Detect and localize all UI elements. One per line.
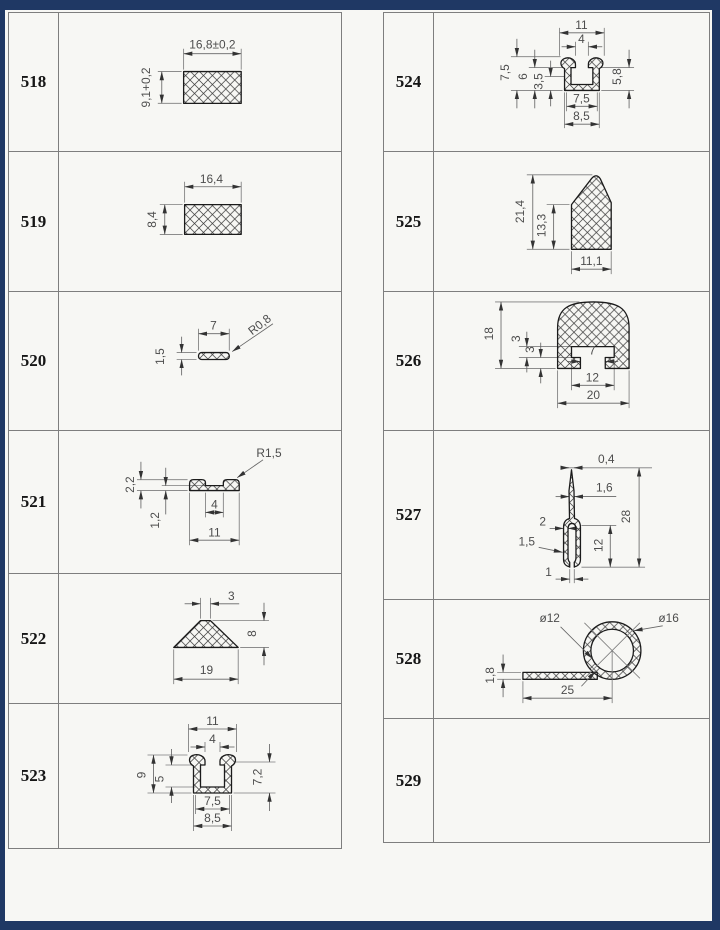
- part-number-cell: [9, 152, 59, 291]
- profile-drawing-526: [434, 292, 709, 430]
- dim-opening-width: 4: [578, 31, 585, 46]
- dim-inner-depth: 5: [152, 775, 167, 783]
- profile-drawing-520: [59, 292, 341, 430]
- profile-drawing-525: [434, 152, 709, 291]
- dim-lower-slot-depth: 3: [522, 346, 537, 353]
- drawing-522-svg: [59, 574, 341, 703]
- profile-drawing-521: [59, 431, 341, 573]
- dim-height: 18: [482, 327, 497, 341]
- dim-bottom-width: 19: [199, 663, 214, 678]
- profile-shape: [564, 470, 581, 567]
- dim-radius: R0,8: [245, 311, 274, 338]
- profile-shape: [558, 302, 629, 369]
- table-row: [9, 704, 341, 848]
- table-row: [384, 292, 709, 431]
- part-number-cell: [9, 704, 59, 848]
- dim-width: 11,1: [580, 254, 603, 269]
- profile-shape: [561, 58, 603, 91]
- part-number-cell: [384, 719, 434, 842]
- part-number: 524: [395, 72, 422, 91]
- dim-slot-width: 1: [545, 565, 552, 580]
- dim-tail-length: 25: [560, 683, 575, 698]
- dim-width: 16,4: [199, 171, 224, 186]
- table-row: [9, 152, 341, 292]
- dim-groove-width: 4: [211, 497, 218, 512]
- table-row: [9, 574, 341, 704]
- profile-drawing-522: [59, 574, 341, 703]
- profile-drawing-529: [434, 719, 709, 842]
- table-row: [9, 431, 341, 574]
- part-number-cell: [9, 431, 59, 573]
- profile-drawing-523: [59, 704, 341, 848]
- drawing-523-svg: [59, 704, 341, 848]
- page-border-top: [0, 0, 720, 10]
- dim-tail-thickness: 1,8: [483, 667, 498, 684]
- profile-drawing-524: [434, 13, 709, 151]
- dim-right-height: 5,8: [610, 68, 625, 85]
- table-row: [9, 13, 341, 152]
- part-number: 526: [395, 351, 422, 370]
- dim-upper-slot-depth: 3: [508, 335, 523, 342]
- dim-left-outer: 7,5: [497, 64, 512, 81]
- page-border-left: [0, 0, 5, 930]
- part-number-cell: [384, 152, 434, 291]
- dim-blade-width: 1,6: [596, 480, 613, 495]
- dim-opening-width: 4: [209, 732, 216, 746]
- table-row: [384, 600, 709, 719]
- dim-bump-height: 2,2: [122, 476, 137, 493]
- dim-bottom-inner: 7,5: [573, 91, 590, 106]
- part-number-cell: [384, 431, 434, 599]
- dim-right-height: 7,2: [250, 768, 265, 786]
- part-number: 528: [395, 649, 422, 668]
- profile-tail: [523, 672, 597, 679]
- dim-lip-thickness: 1,5: [518, 534, 536, 549]
- dim-top-width: 11: [575, 17, 588, 32]
- dim-total-width: 20: [586, 388, 600, 403]
- part-number: 522: [20, 628, 47, 648]
- part-number: 519: [20, 211, 47, 231]
- dim-left-inner: 3,5: [531, 73, 546, 90]
- profile-shape: [190, 480, 240, 491]
- dim-bottom-outer: 8,5: [573, 109, 590, 124]
- part-number-cell: [9, 292, 59, 430]
- dim-total-height: 28: [619, 509, 634, 524]
- profile-shape: [184, 72, 242, 104]
- page-border-right: [712, 0, 720, 930]
- dim-total-height: 21,4: [512, 199, 527, 224]
- part-number: 520: [20, 351, 47, 370]
- dim-bottom-outer: 8,5: [204, 811, 221, 825]
- part-number-cell: [9, 13, 59, 151]
- profile-drawing-527: [434, 431, 709, 599]
- table-row: [384, 152, 709, 292]
- part-number-cell: [9, 574, 59, 703]
- profile-table-left: [8, 12, 342, 849]
- table-row: [384, 431, 709, 600]
- dim-inner-diameter: ø12: [539, 610, 560, 625]
- dim-tip-width: 0,4: [598, 451, 615, 466]
- page-border-bottom: [0, 921, 720, 930]
- drawing-524-svg: [434, 13, 709, 151]
- dim-left-height: 9: [134, 771, 149, 779]
- drawing-526-svg: [434, 292, 709, 430]
- dim-outer-diameter: ø16: [658, 610, 679, 625]
- dim-slot-cavity: 12: [585, 370, 599, 385]
- profile-shape: [572, 176, 612, 249]
- dim-total-width: 11: [208, 525, 221, 540]
- table-row: [9, 292, 341, 431]
- dim-radius: R1,5: [256, 445, 282, 460]
- dim-top-width: 11: [206, 714, 219, 728]
- dim-wall-thickness: 2: [539, 514, 546, 529]
- part-number: 527: [395, 505, 422, 524]
- drawing-518-svg: [59, 13, 341, 151]
- part-number: 523: [20, 766, 47, 785]
- dim-slot-neck: 7: [589, 343, 596, 358]
- part-number-cell: [384, 600, 434, 718]
- profile-shape: [190, 755, 236, 793]
- dim-base-height: 1,2: [147, 512, 162, 529]
- dim-height: 8: [245, 630, 260, 637]
- drawing-519-svg: [59, 152, 341, 291]
- drawing-527-svg: [434, 431, 709, 599]
- profile-shape: [199, 353, 230, 360]
- dim-left-mid: 6: [515, 73, 530, 80]
- dim-height: 9,1+0,2: [138, 67, 153, 108]
- drawing-525-svg: [434, 152, 709, 291]
- profile-drawing-528: [434, 600, 709, 718]
- profile-drawing-518: [59, 13, 341, 151]
- drawing-520-svg: [59, 292, 341, 430]
- part-number: 521: [20, 492, 47, 511]
- part-number: 529: [395, 770, 422, 790]
- part-number: 525: [395, 211, 422, 231]
- part-number-cell: [384, 13, 434, 151]
- profile-shape: [174, 621, 238, 648]
- profile-drawing-519: [59, 152, 341, 291]
- table-row: [384, 13, 709, 152]
- dim-bulb-height: 12: [591, 538, 606, 552]
- dim-straight-height: 13,3: [534, 213, 549, 238]
- profile-shape: [185, 205, 242, 235]
- drawing-521-svg: [59, 431, 341, 573]
- dim-height: 1,5: [152, 348, 167, 365]
- part-number: 518: [20, 72, 47, 91]
- dim-width: 7: [210, 318, 217, 333]
- dim-height: 8,4: [144, 211, 159, 228]
- drawing-528-svg: [434, 600, 709, 718]
- profile-table-right: [383, 12, 710, 843]
- part-number-cell: [384, 292, 434, 430]
- table-row: [384, 719, 709, 842]
- dim-top-width: 3: [227, 588, 235, 603]
- dim-bottom-inner: 7,5: [204, 794, 221, 808]
- dim-width: 16,8±0,2: [189, 37, 236, 52]
- dimension-lines: [137, 460, 263, 545]
